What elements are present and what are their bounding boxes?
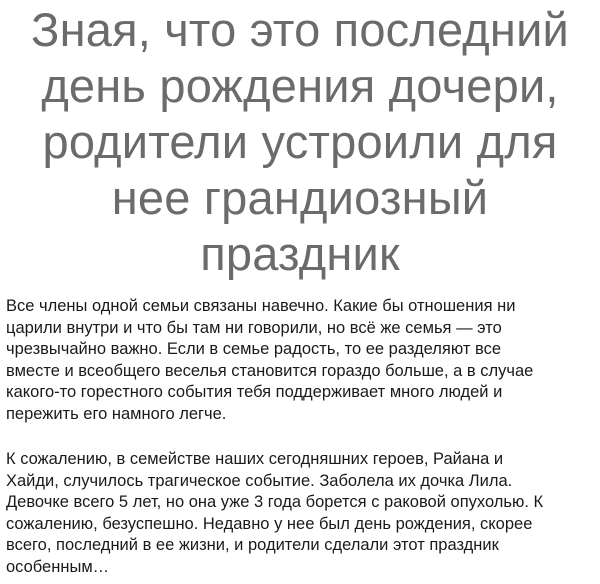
- paragraph-line: чрезвычайно важно. Если в семье радость, то ее разделяют все: [6, 340, 502, 358]
- paragraph-line: вместе и всеобщего веселья становится гораздо больше, а в случае: [6, 361, 534, 380]
- paragraph-line: особенным…: [6, 557, 110, 576]
- paragraph-line: Все члены одной семьи связаны навечно. Какие бы отношения ни: [6, 297, 516, 315]
- article-paragraph-2: [6, 449, 596, 578]
- paragraph-line: сожалению, безуспешно. Недавно у нее был день рождения, скорее: [6, 514, 533, 533]
- paragraph-line: Хайди, случилось трагическое событие. Заболела их дочка Лила.: [6, 471, 513, 490]
- paragraph-line: пережить его намного легче.: [6, 404, 227, 423]
- paragraph-line: всего, последний в ее жизни, и родители сделали этот праздник: [6, 536, 499, 554]
- article-paragraph-1: [6, 296, 596, 425]
- title-line: праздник: [200, 227, 400, 280]
- title-line: родители устроили для: [42, 115, 558, 168]
- paragraph-line: К сожалению, в семействе наших сегодняшних героев, Райана и: [6, 450, 504, 468]
- title-line: день рождения дочери,: [41, 59, 559, 112]
- paragraph-line: какого-то горестного события тебя поддерживает много людей и: [6, 383, 503, 401]
- title-line: Зная, что это последний: [31, 3, 569, 56]
- paragraph-line: Девочке всего 5 лет, но она уже 3 года борется с раковой опухолью. К: [6, 493, 544, 511]
- paragraph-line: царили внутри и что бы там ни говорили, но всё же семья — это: [6, 318, 502, 337]
- title-line: нее грандиозный: [111, 171, 489, 224]
- article-title: [0, 2, 600, 282]
